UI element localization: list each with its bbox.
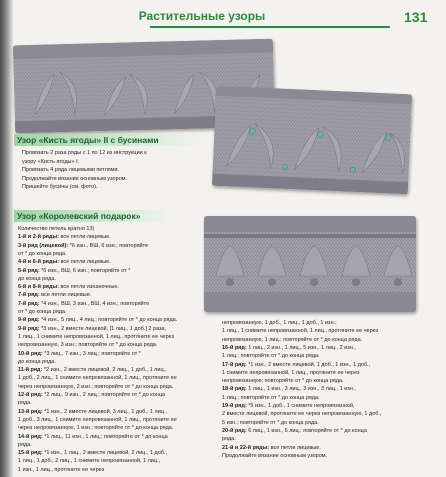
row-text: 1 лиц.; повторяйте от * до конца ряда. xyxy=(222,394,320,401)
row-text: *3 изн., 2 вместе лицевой, [1 лиц., 1 доб.] 2 раза, xyxy=(39,325,167,332)
text-line xyxy=(18,309,67,316)
text-line xyxy=(222,395,320,402)
row-text: 6 лиц., 1 изн., 6 лиц.; повторяйте от * до конца xyxy=(246,427,367,434)
row-label: 10-й ряд: xyxy=(18,350,43,357)
row-text: *1 изн., 2 вместе лицевой, 1 доб., 1 изн., 1 доб., xyxy=(246,361,371,368)
row-label: 16-й ряд: xyxy=(222,344,247,351)
row-text: 1 лиц.; повторяйте от * до конца ряда. xyxy=(222,353,320,360)
row-text: *1 лиц., 11 изн., 1 лиц.; повторяйте от * до конца xyxy=(42,433,168,440)
row-label: 7-й ряд: xyxy=(18,300,40,307)
text-line xyxy=(18,292,91,299)
row-text: 1 изн., 1 лиц., протяните ее через xyxy=(18,466,105,473)
row-text: *6 изн., ВШ, 6 изн.; повторяйте xyxy=(68,242,149,249)
row-text: от * до конца ряда. xyxy=(18,309,67,315)
text-line xyxy=(222,436,236,443)
row-label: 18-й ряд: xyxy=(222,386,247,393)
text-line: Пришейте бусины (см. фото). xyxy=(22,184,98,191)
text-line: Продолжайте вязание основным узором. xyxy=(22,175,128,182)
row-text: *5 изн., 1 доб., 1 снимите непровязанной, xyxy=(246,403,355,409)
row-text: *4 изн., ВШ, 3 изн., ВШ, 4 изн.; повторяйте xyxy=(39,300,150,307)
row-text: от * до конца ряда. xyxy=(18,250,67,257)
row-text: через непровязанную, 1 изн.; повторяйте от * до конца ряда. xyxy=(18,425,174,432)
text-line xyxy=(18,400,32,407)
text-line xyxy=(18,251,67,258)
row-label: 3-й ряд (лицевой): xyxy=(18,242,69,249)
row-label: 9-й ряд: xyxy=(18,317,40,324)
row-label: 1-й и 2-й ряды: xyxy=(18,234,60,241)
header-rule xyxy=(150,26,390,28)
text-line xyxy=(222,428,367,435)
row-text: все петли изнаночные. xyxy=(59,284,119,291)
text-line xyxy=(18,458,160,465)
row-text: *4 изн., 5 лиц., 4 лиц.; повторяйте от * до конца ряда. xyxy=(39,317,178,324)
text-line xyxy=(18,326,166,333)
text-line xyxy=(222,345,356,352)
text-line xyxy=(18,384,173,391)
knit-swatch-royal-image xyxy=(204,216,416,312)
text-line: Провязать 2 раза ряды с 1 по 12 из инструкции к xyxy=(22,150,147,156)
text-line xyxy=(222,362,370,369)
row-text: 2 вместе лицевой, протяните ее через непровязанную, 1 доб., xyxy=(222,411,382,418)
row-text: 5 изн.; повторяйте от * до конца ряда. xyxy=(222,419,319,426)
text-line xyxy=(18,367,167,374)
row-text: ряда. xyxy=(222,436,236,443)
row-label: 4-й и 6-й ряды: xyxy=(18,259,60,266)
row-text: все петли лицевые. xyxy=(269,444,321,451)
text-line xyxy=(222,353,320,360)
knit-swatch-beaded-image xyxy=(212,86,412,194)
text-line xyxy=(222,453,327,460)
row-text: через непровязанную, 2 изн.; повторяйте от * до конца ряда. xyxy=(18,383,174,390)
text-line xyxy=(18,425,173,432)
text-line xyxy=(222,403,354,410)
text-line xyxy=(18,284,119,291)
row-text: *3 лиц., 7 изн., 3 лиц.; повторяйте от * xyxy=(42,350,141,357)
row-text: 1 лиц., 1 доб., 2 лиц., 1 снимите непровязанной, 1 лиц., xyxy=(18,458,161,465)
row-text: все петли лицевые. xyxy=(39,292,92,299)
text-line xyxy=(18,417,177,424)
row-text: 1 лиц., 1 изн., 3 лиц., 3 изн., 3 лиц., 1 изн., xyxy=(246,386,356,393)
text-line xyxy=(18,259,111,266)
row-text: Количество петель кратно 13) xyxy=(18,226,95,232)
row-label: 21-й и 22-й ряды: xyxy=(222,444,270,451)
text-line xyxy=(18,342,157,349)
text-line xyxy=(18,409,167,416)
text-line xyxy=(18,268,130,275)
text-line xyxy=(18,234,111,241)
row-text: 1 снимите непровязанной, 1 лиц., протяните ее через xyxy=(222,369,360,376)
row-label: 9-й ряд: xyxy=(18,325,40,332)
row-label: 15-й ряд: xyxy=(18,450,43,457)
row-label: 14-й ряд: xyxy=(18,433,43,440)
row-text: *1 изн., 1 лиц., 2 вместе лицевой, 2 лиц., 1 доб., xyxy=(42,450,167,457)
section-heading-royal-gift: Узор «Королевский подарок» xyxy=(14,210,171,222)
row-label: 17-й ряд: xyxy=(222,361,247,368)
text-line xyxy=(222,420,319,427)
binding-shadow xyxy=(0,0,14,477)
text-line: узору «Кисть ягоды» I. xyxy=(22,158,80,165)
text-line xyxy=(222,370,360,377)
text-line xyxy=(18,434,168,441)
text-line xyxy=(222,411,381,418)
row-label: 6-й и 8-й ряды: xyxy=(18,284,60,291)
row-text: *1 изн., 2 вместе лицевой, 3 лиц., 1 доб., 1 лиц., xyxy=(42,408,167,415)
row-text: все петли лицевые. xyxy=(59,259,111,266)
row-text: 1 лиц., 2 изн., 1 лиц., 5 изн., 1 лиц., 2 изн., xyxy=(246,344,356,351)
text-line xyxy=(18,351,141,358)
text-line xyxy=(18,442,32,449)
row-label: 5-й ряд: xyxy=(18,267,40,274)
row-text: непровязанную, 1 доб., 1 лиц., 1 доб., 1 изн.; xyxy=(222,320,337,326)
row-text: 1 лиц., 1 снимите непровязанной, 1 лиц., протяните ее через xyxy=(18,333,175,340)
row-label: 19-й ряд: xyxy=(222,403,247,409)
text-line xyxy=(18,317,177,324)
text-line xyxy=(18,276,56,283)
row-label: 13-й ряд: xyxy=(18,408,43,415)
row-text: непровязанную; повторяйте от * до конца ряда. xyxy=(222,378,344,385)
row-text: непровязанную, 1 лиц.; повторяйте от * до конца ряда. xyxy=(222,336,363,343)
text-line xyxy=(222,445,321,452)
row-text: *6 изн., ВШ, 6 изн.; повторяйте от * xyxy=(39,267,131,274)
text-line xyxy=(222,320,337,327)
row-text: *2 лиц., 9 изн., 2 лиц.; повторяйте от * до конца xyxy=(42,392,166,398)
row-text: 1 лиц., 1 снимите непровязанной, 1 лиц., протяните ее через xyxy=(222,328,379,335)
row-label: 7-й ряд: xyxy=(18,292,40,299)
text-line xyxy=(222,378,344,385)
text-line xyxy=(18,450,167,457)
text-line xyxy=(18,334,174,341)
row-label: 12-й ряд: xyxy=(18,392,43,398)
row-text: непровязанную, 3 изн.; повторяйте от * до конца ряда. xyxy=(18,342,158,349)
text-line xyxy=(222,386,356,393)
row-label: 11-й ряд: xyxy=(18,367,43,374)
text-line xyxy=(18,226,94,233)
text-line xyxy=(18,467,104,474)
text-line xyxy=(18,392,165,399)
row-text: *2 изн., 2 вместе лицевой, 2 лиц., 1 доб., 1 лиц., xyxy=(42,367,167,374)
row-text: до конца ряда. xyxy=(18,275,56,282)
text-line xyxy=(18,243,148,250)
row-text: 1 доб., 2 лиц., 1 снимите непровязанной, 1 лиц., протяните ее xyxy=(18,375,177,382)
text-line xyxy=(18,359,56,366)
row-text: до конца ряда. xyxy=(18,358,56,365)
knit-swatch-royal xyxy=(204,216,416,312)
text-line xyxy=(222,328,378,335)
row-text: ряда. xyxy=(18,441,32,448)
row-text: все петли лицевые. xyxy=(59,234,111,241)
row-text: ряда. xyxy=(18,400,32,407)
page-header-title: Растительные узоры xyxy=(138,9,266,23)
row-label: 20-й ряд: xyxy=(222,427,247,434)
row-text: Продолжайте вязание основным узором. xyxy=(222,452,328,459)
page-number: 131 xyxy=(404,9,428,25)
knit-swatch-beaded xyxy=(212,86,412,194)
row-text: 1 доб., 3 лиц., 1 снимите непровязанной, 1 лиц., протяните ее xyxy=(18,416,177,423)
text-line xyxy=(18,375,177,382)
text-line xyxy=(18,301,149,308)
section-heading-berry-beads: Узор «Кисть ягоды» II с бусинами xyxy=(14,134,203,146)
text-line: Провязать 4 ряда лицевыми петлями. xyxy=(22,167,120,174)
text-line xyxy=(222,337,362,344)
